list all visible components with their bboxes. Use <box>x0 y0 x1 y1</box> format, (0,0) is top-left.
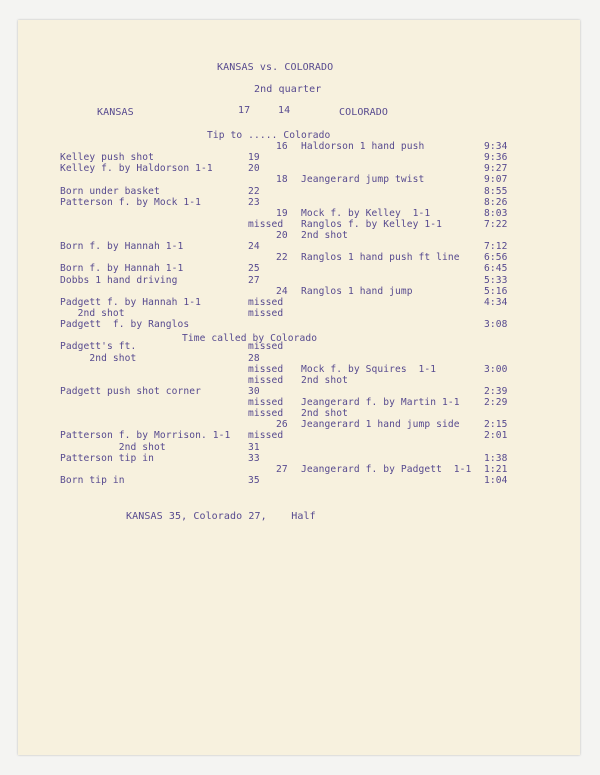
colorado-play: Haldorson 1 hand push <box>301 141 425 152</box>
clock-time: 9:27 <box>484 163 508 175</box>
kansas-score: missed <box>248 374 284 386</box>
clock-time: 8:03 <box>484 207 508 219</box>
clock-time: 6:45 <box>484 263 508 275</box>
clock-time: 2:39 <box>484 385 508 397</box>
clock-time: 4:34 <box>484 296 508 308</box>
colorado-play: 2nd shot <box>301 230 349 241</box>
kansas-play: Patterson f. by Mock 1-1 <box>60 196 202 208</box>
kansas-play: Padgett's ft. <box>60 341 137 353</box>
colorado-play: Jeangerard f. by Martin 1-1 <box>301 397 460 408</box>
clock-time: 2:01 <box>484 430 508 442</box>
clock-time: 7:12 <box>484 241 508 253</box>
clock-time: 9:34 <box>484 141 508 152</box>
kansas-play: Kelley f. by Haldorson 1-1 <box>60 163 213 175</box>
clock-time: 3:00 <box>484 363 508 375</box>
colorado-score: 16 <box>276 141 288 152</box>
clock-time: 1:04 <box>484 474 508 486</box>
kansas-play: Kelley push shot <box>60 152 155 164</box>
kansas-play: Born f. by Hannah 1-1 <box>60 241 184 253</box>
colorado-score: 19 <box>276 207 288 219</box>
colorado-score: 24 <box>276 285 288 297</box>
kansas-play: Born f. by Hannah 1-1 <box>60 263 184 275</box>
kansas-score: 19 <box>248 152 260 164</box>
kansas-score: 33 <box>248 452 260 464</box>
clock-time: 8:26 <box>484 196 508 208</box>
clock-time: 3:08 <box>484 319 508 331</box>
colorado-play: Jeangerard 1 hand jump side <box>301 419 460 431</box>
kansas-score: 31 <box>248 441 260 453</box>
kansas-score: 28 <box>248 352 260 364</box>
kansas-play: Padgett f. by Ranglos <box>60 319 190 331</box>
kansas-score: 22 <box>248 185 260 197</box>
paper-sheet <box>18 20 580 755</box>
kansas-score: 20 <box>248 163 260 175</box>
kansas-score: missed <box>248 408 284 420</box>
kansas-score: missed <box>248 397 284 408</box>
kansas-score: 23 <box>248 196 260 208</box>
kansas-play: Dobbs 1 hand driving <box>60 274 178 286</box>
colorado-play: Ranglos 1 hand push ft line <box>301 252 460 264</box>
colorado-play: Jeangerard f. by Padgett 1-1 <box>301 463 472 475</box>
kansas-score: missed <box>248 341 284 353</box>
clock-time: 5:16 <box>484 285 508 297</box>
clock-time: 9:07 <box>484 174 508 186</box>
tip-line: Tip to ..... Colorado <box>207 130 331 141</box>
kansas-score: missed <box>248 363 284 375</box>
kansas-play: Patterson tip in <box>60 452 155 464</box>
clock-time: 1:21 <box>484 463 508 475</box>
quarter-label: 2nd quarter <box>254 84 322 95</box>
clock-time: 2:15 <box>484 419 508 431</box>
home-team: KANSAS <box>97 107 134 118</box>
home-score: 17 <box>238 105 251 116</box>
kansas-play: Patterson f. by Morrison. 1-1 <box>60 430 231 442</box>
colorado-play: Ranglos 1 hand jump <box>301 285 413 297</box>
kansas-score: 35 <box>248 474 260 486</box>
colorado-score: 22 <box>276 252 288 264</box>
kansas-score: missed <box>248 218 284 230</box>
kansas-score: 25 <box>248 263 260 275</box>
kansas-score: missed <box>248 308 284 319</box>
clock-time: 2:29 <box>484 397 508 408</box>
away-score: 14 <box>278 105 291 116</box>
clock-time: 5:33 <box>484 274 508 286</box>
clock-time: 7:22 <box>484 218 508 230</box>
kansas-play: Born tip in <box>60 474 125 486</box>
colorado-play: Mock f. by Kelley 1-1 <box>301 207 431 219</box>
colorado-play: 2nd shot <box>301 408 349 420</box>
halftime-score: KANSAS 35, Colorado 27, Half <box>126 511 316 522</box>
clock-time: 1:38 <box>484 452 508 464</box>
colorado-score: 27 <box>276 463 288 475</box>
colorado-score: 18 <box>276 174 288 186</box>
kansas-score: 30 <box>248 385 260 397</box>
colorado-score: 26 <box>276 419 288 431</box>
clock-time: 6:56 <box>484 252 508 264</box>
away-team: COLORADO <box>339 107 388 118</box>
kansas-score: 27 <box>248 274 260 286</box>
colorado-play: Mock f. by Squires 1-1 <box>301 363 437 375</box>
timeout-note: Time called by Colorado <box>182 333 318 344</box>
kansas-score: missed <box>248 430 284 442</box>
kansas-play: 2nd shot <box>60 352 137 364</box>
page-title: KANSAS vs. COLORADO <box>217 62 334 73</box>
kansas-play: 2nd shot <box>60 441 166 453</box>
kansas-play: Padgett f. by Hannah 1-1 <box>60 296 202 308</box>
colorado-play: Jeangerard jump twist <box>301 174 425 186</box>
kansas-play: Born under basket <box>60 185 160 197</box>
kansas-play: Padgett push shot corner <box>60 385 202 397</box>
colorado-score: 20 <box>276 230 288 241</box>
kansas-score: missed <box>248 296 284 308</box>
kansas-score: 24 <box>248 241 260 253</box>
kansas-play: 2nd shot <box>60 308 125 319</box>
clock-time: 9:36 <box>484 152 508 164</box>
clock-time: 8:55 <box>484 185 508 197</box>
colorado-play: 2nd shot <box>301 374 349 386</box>
colorado-play: Ranglos f. by Kelley 1-1 <box>301 218 443 230</box>
